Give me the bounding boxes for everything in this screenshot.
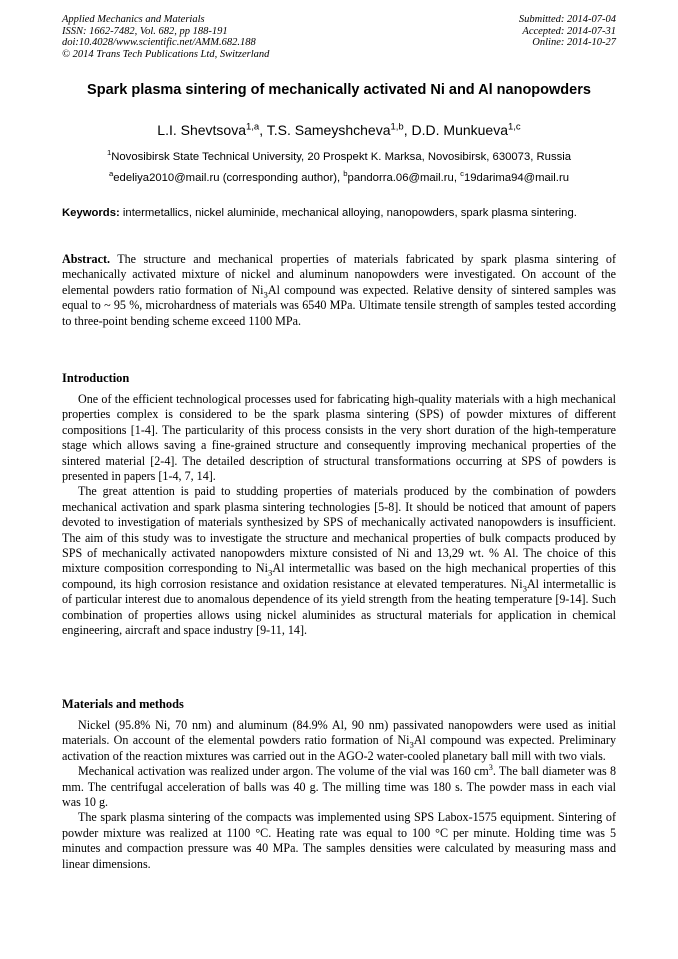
subscript: 3 [409, 739, 414, 750]
subscript: 3 [268, 567, 273, 578]
paragraph [62, 810, 616, 872]
keywords [62, 206, 616, 222]
email-mark: c [460, 169, 464, 179]
affiliation-mark: 1 [106, 148, 112, 158]
author-name: D.D. Munkueva [411, 122, 508, 138]
subscript: 3 [522, 583, 527, 594]
materials-body [62, 718, 616, 872]
issn-line: ISSN: 1662-7482, Vol. 682, pp 188-191 [62, 25, 228, 37]
superscript: 3 [488, 763, 493, 773]
abstract-text: Al compound was expected. Relative density of sintered samples was equal to ~ 95 %, microhardness of materials was 6540 MPa. Ultimate tensile strength of samples tested according to three-point bending scheme exceed 1100 MPa. [62, 282, 616, 328]
keywords-text: intermetallics, nickel aluminide, mechanical alloying, nanopowders, spark plasma sintering. [119, 207, 577, 219]
paragraph [62, 764, 616, 810]
paper-title: Spark plasma sintering of mechanically activated Ni and Al nanopowders [87, 82, 591, 98]
author-separator: , [403, 122, 412, 138]
author-name: T.S. Sameyshcheva [266, 122, 391, 138]
email-mark: b [343, 169, 348, 179]
abstract-paragraph [62, 252, 616, 329]
introduction-heading: Introduction [62, 371, 130, 385]
journal-info [62, 14, 269, 60]
abstract [62, 252, 616, 329]
subscript: 3 [263, 289, 268, 300]
keywords-label: Keywords: [62, 207, 120, 219]
introduction-body [62, 392, 616, 639]
email-mark: a [108, 169, 114, 179]
paragraph [62, 484, 616, 638]
online-date: Online: 2014-10-27 [532, 37, 616, 49]
copyright-line: © 2014 Trans Tech Publications Ltd, Switzerland [62, 48, 270, 60]
email-list [62, 171, 616, 185]
email-address: pandorra.06@mail.ru, [347, 172, 461, 184]
publication-dates [519, 14, 616, 49]
author-separator: , [259, 122, 267, 138]
paragraph-text: Al compound was expected. Preliminary activation of the reaction mixtures was carried out in the AGO-2 water-cooled planetary ball mill with two vials. [62, 733, 616, 763]
author-affiliation-mark: 1,c [508, 121, 521, 133]
paragraph-text: The great attention is paid to studding properties of materials produced by the combination of powders mechanical activation and spark plasma sintering technologies [5-8]. It should be noticed that amount of papers devoted to investigation of materials synthesized by SPS of mechanically activated nanopowders is insufficient. The aim of this study was to investigate the structure and mechanical properties of bulk compacts produced by SPS of mechanically activated nanopowders mixture consisted of Ni and 13,29 wt. % Al. The choice of this mixture composition corresponding to Ni [62, 484, 616, 576]
journal-name: Applied Mechanics and Materials [62, 14, 205, 25]
paragraph-text: Mechanical activation was realized under argon. The volume of the vial was 160 cm [78, 764, 489, 779]
author-affiliation-mark: 1,b [390, 121, 404, 133]
paragraph-text: Al intermetallic is of particular interest due to anomalous dependence of its yield strength from the heating temperature [9-14]. Such combination of properties allows using nickel aluminides as structural materials for application in chemical engineering, aircraft and space industry [9-11, 14]. [62, 576, 616, 638]
abstract-text: The structure and mechanical properties of materials fabricated by spark plasma sintering of mechanically activated mixture of nickel and aluminum nanopowders were investigated. On account of the elemental powders ratio formation of Ni [62, 252, 616, 297]
materials-heading: Materials and methods [62, 697, 184, 711]
affiliation [62, 150, 616, 164]
paragraph-text: . The ball diameter was 8 mm. The centrifugal acceleration of balls was 40 g. The milling time was 180 s. The powder mass in each vial was 10 g. [62, 764, 616, 810]
email-address: edeliya2010@mail.ru (corresponding author), [113, 172, 344, 184]
doi-line: doi:10.4028/www.scientific.net/AMM.682.188 [62, 37, 256, 49]
paragraph-text: One of the efficient technological processes used for fabricating high-quality materials with a high mechanical properties complex is considered to be the spark plasma sintering (SPS) of powder mixtures of different compositions [1-4]. The particularity of this process consists in the very short duration of the high-temperature stage which allows saving a fine-grained structure and consequently improving mechanical properties of the sintered material [2-4]. The detailed description of structural transformations occurring at SPS of powders is presented in papers [1-4, 7, 14]. [62, 392, 616, 484]
paragraph-text: Al intermetallic was based on the high mechanical properties of this compound, its high corrosion resistance and oxidation resistance at elevated temperatures. Ni [62, 561, 616, 591]
affiliation-text: Novosibirsk State Technical University, 20 Prospekt K. Marksa, Novosibirsk, 630073, Russia [111, 151, 572, 163]
paragraph-text: Nickel (95.8% Ni, 70 nm) and aluminum (84.9% Al, 90 nm) passivated nanopowders were used as initial materials. On account of the elemental powders ratio formation of Ni [62, 718, 616, 748]
abstract-label: Abstract. [62, 252, 111, 266]
accepted-date: Accepted: 2014-07-31 [522, 25, 616, 37]
paragraph [62, 392, 616, 484]
paragraph [62, 718, 616, 764]
author-affiliation-mark: 1,a [246, 121, 260, 133]
author-name: L.I. Shevtsova [157, 122, 246, 138]
paragraph-text: The spark plasma sintering of the compacts was implemented using SPS Labox-1575 equipment. Sintering of powder mixture was realized at 1100 °C. Heating rate was equal to 100 °C per minute. Holding time was 5 minutes and compaction pressure was 40 MPa. The samples densities were calculated by measuring mass and linear dimensions. [62, 810, 616, 871]
submitted-date: Submitted: 2014-07-04 [518, 14, 616, 25]
author-list [62, 122, 616, 139]
email-address: 19darima94@mail.ru [463, 172, 569, 184]
